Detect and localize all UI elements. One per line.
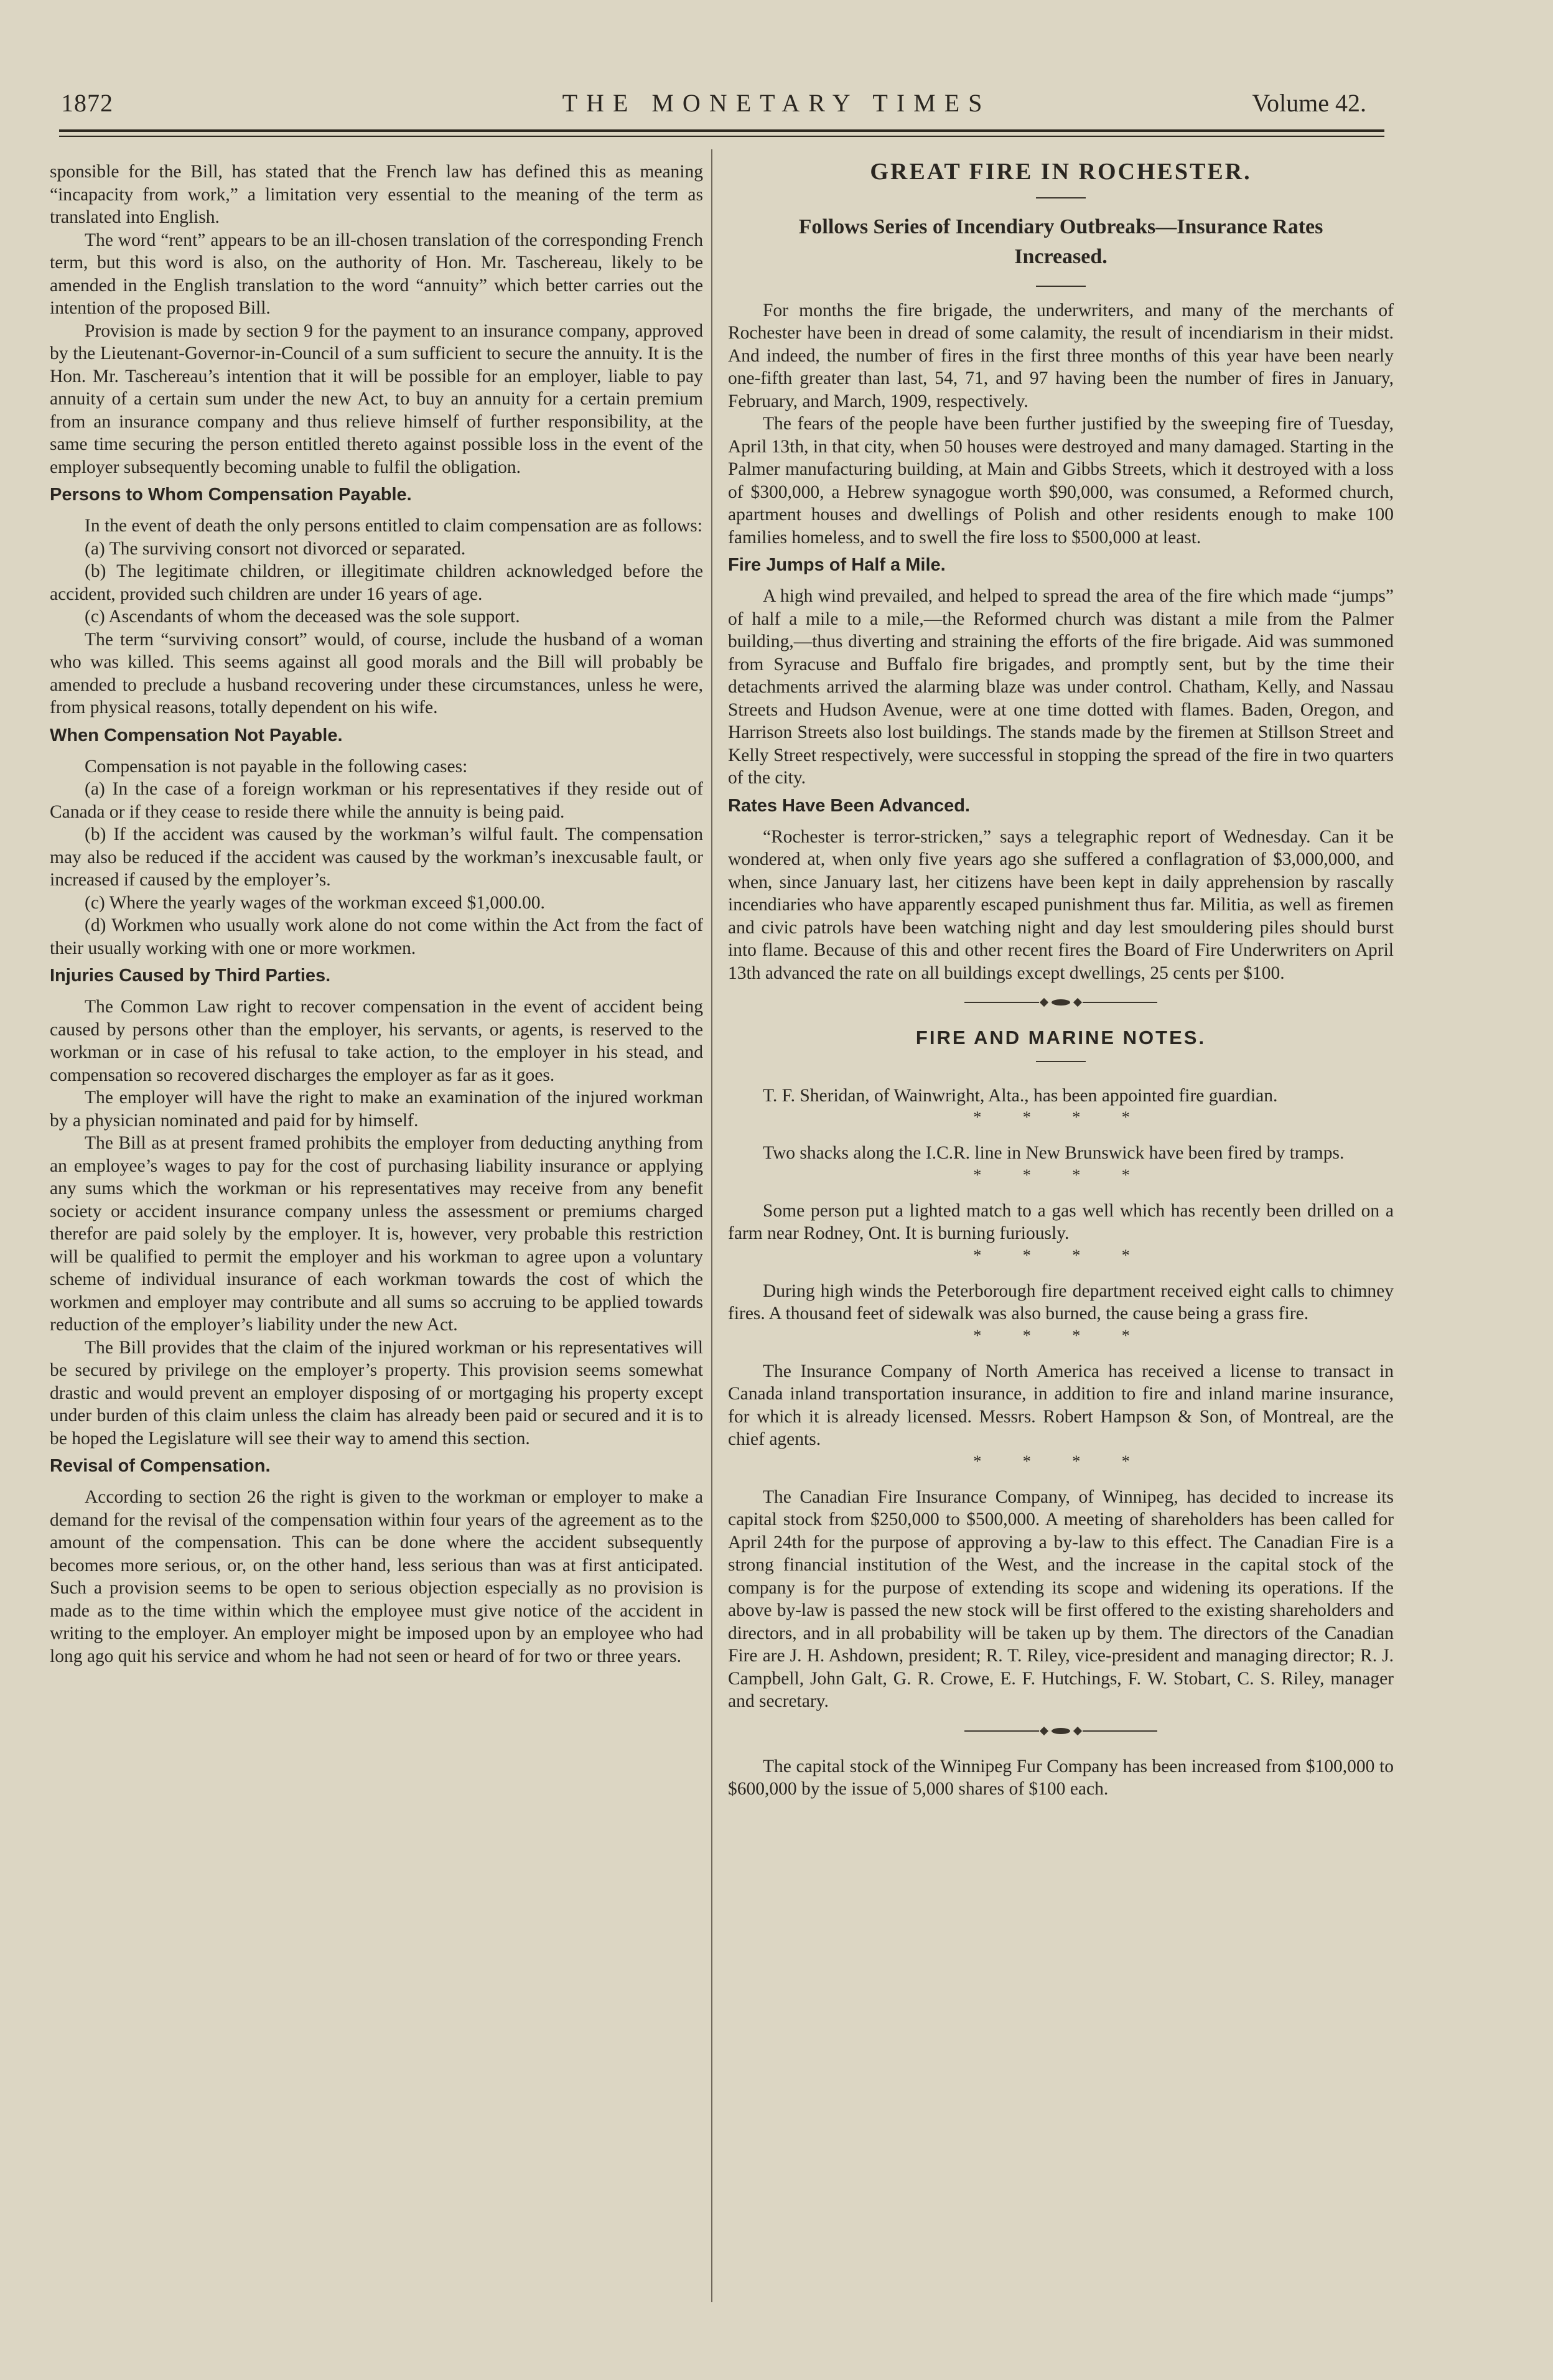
short-rule — [1036, 197, 1086, 198]
left-column — [50, 161, 703, 1668]
ornamental-divider — [728, 999, 1394, 1006]
paragraph: “Rochester is terror-stricken,” says a telegraphic report of Wednesday. Can it be wondered at, when only five years ago she suffered a conflagration of $3,000,000, and when, since January last, her citizens have been kept in daily apprehension by rascally incendiaries who have apparently escaped punishment thus far. Militia, as well as firemen and civic patrols have been watching night and day lest smouldering piles should burst into flame. Because of this and other recent fires the Board of Fire Underwriters on April 13th advanced the rate on all buildings except dwellings, 25 cents per $100. — [728, 826, 1394, 983]
section-heading-when: When Compensation Not Payable. — [50, 725, 343, 745]
paragraph: The Common Law right to recover compensation in the event of accident being caused by persons other than the employer, his servants, or agents, is reserved to the workman or in case of his refusal to take action, to the employer in his stead, and compensation so recovered discharges the employer as far as it goes. — [50, 997, 703, 1085]
right-column — [728, 161, 1394, 1801]
section-heading-jumps: Fire Jumps of Half a Mile. — [728, 555, 946, 575]
notes-title: FIRE AND MARINE NOTES. — [915, 1027, 1206, 1048]
publication-title: THE MONETARY TIMES — [562, 89, 991, 117]
paragraph: In the event of death the only persons entitled to claim compensation are as follows: — [85, 516, 702, 536]
section-heading-persons: Persons to Whom Compensation Payable. — [50, 485, 412, 505]
note-item: The Insurance Company of North America has received a license to transact in Canada inland transportation insurance, in addition to fire and inland marine insurance, for which it is already licensed. Messrs. Robert Hampson & Son, of Montreal, are the chief agents. — [728, 1361, 1394, 1449]
paragraph: sponsible for the Bill, has stated that the French law has defined this as meaning “incapacity from work,” a limitation very essential to the meaning of the term as translated into English. — [50, 162, 703, 227]
paragraph: (c) Ascendants of whom the deceased was the sole support. — [85, 607, 520, 627]
article-subtitle: Follows Series of Incendiary Outbreaks—Insurance Rates Increased. — [798, 215, 1323, 268]
section-heading-rates: Rates Have Been Advanced. — [728, 795, 970, 816]
note-item: During high winds the Peterborough fire department received eight calls to chimney fires. A thousand feet of sidewalk was also burned, the cause being a grass fire. — [728, 1281, 1394, 1323]
star-separator: * * * * — [973, 1246, 1149, 1264]
note-item: The capital stock of the Winnipeg Fur Company has been increased from $100,000 to $600,000 by the issue of 5,000 shares of $100 each. — [728, 1756, 1394, 1799]
section-heading-injuries: Injuries Caused by Third Parties. — [50, 966, 331, 986]
paragraph: The word “rent” appears to be an ill-chosen translation of the corresponding French term, but this word is also, on the authority of Hon. Mr. Taschereau, likely to be amended in the English translation to the word “annuity” which better carries out the intention of the proposed Bill. — [50, 230, 703, 318]
star-separator: * * * * — [973, 1165, 1149, 1184]
paragraph: (a) The surviving consort not divorced or separated. — [85, 538, 466, 559]
article-title: GREAT FIRE IN ROCHESTER. — [870, 159, 1252, 185]
paragraph: (c) Where the yearly wages of the workman exceed $1,000.00. — [85, 892, 545, 913]
paragraph: The Bill provides that the claim of the injured workman or his representatives will be secured by privilege on the employer’s property. This provision seems somewhat drastic and would prevent an employer disposing of or mortgaging his property except under burden of this claim unless the claim has already been paid or secured and it is to be hoped the Legislature will see their way to amend this section. — [50, 1337, 703, 1449]
header-rule-thin — [59, 136, 1384, 137]
note-item: The Canadian Fire Insurance Company, of Winnipeg, has decided to increase its capital stock from $250,000 to $500,000. A meeting of shareholders has been called for April 24th for the purpose of approving a by-law to this effect. The Canadian Fire is a strong financial institution of the West, and the increase in the capital stock of the company is for the purpose of extending its scope and widening its operations. If the above by-law is passed the new stock will be first offered to the existing shareholders and directors, and in all probability will be taken up by them. The directors of the Canadian Fire are J. H. Ashdown, president; R. T. Riley, vice-president and managing director; R. J. Campbell, John Galt, G. R. Crowe, E. F. Hutchings, F. W. Stobart, C. S. Riley, manager and secretary. — [728, 1486, 1394, 1711]
note-item: T. F. Sheridan, of Wainwright, Alta., has been appointed fire guardian. — [763, 1085, 1278, 1106]
paragraph: For months the fire brigade, the underwriters, and many of the merchants of Rochester have been in dread of some calamity, the result of incendiarism in their midst. And indeed, the number of fires in the first three months of this year have been nearly one-fifth greater than last, 54, 71, and 97 having been the number of fires in January, February, and March, 1909, respectively. — [728, 300, 1394, 411]
paragraph: (d) Workmen who usually work alone do not come within the Act from the fact of their usually working with one or more workmen. — [50, 915, 703, 958]
header-rule-thick — [59, 129, 1384, 132]
paragraph: The Bill as at present framed prohibits the employer from deducting anything from an employee’s wages to pay for the cost of purchasing liability insurance or applying any sums which the workman or his representatives may receive from any benefit society or accident insurance company unless the assessment or premiums charged therefor are paid solely by the employer. It is, however, very probable this restriction will be qualified to permit the employer and his workman to agree upon a voluntary scheme of individual insurance of each workman towards the cost of which the workmen and employer may contribute and all sums so accruing to be applied towards reduction of the employer’s liability under the new Act. — [50, 1133, 703, 1335]
paragraph: The employer will have the right to make an examination of the injured workman by a physician nominated and paid for by himself. — [50, 1088, 703, 1131]
paragraph: (a) In the case of a foreign workman or his representatives if they reside out of Canada or if they cease to reside there while the annuity is being paid. — [50, 779, 703, 822]
note-item: Two shacks along the I.C.R. line in New Brunswick have been fired by tramps. — [763, 1143, 1345, 1163]
paragraph: A high wind prevailed, and helped to spread the area of the fire which made “jumps” of half a mile to a mile,—the Reformed church was distant a mile from the Palmer building,—thus diverting and straining the efforts of the fire brigade. Aid was summoned from Syracuse and Buffalo fire brigades, and promptly sent, but by the time their detachments arrived the alarming blaze was under control. Chatham, Kelly, and Nassau Streets and Hudson Avenue, were at one time dotted with flames. Baden, Oregon, and Harrison Streets also lost buildings. The stands made by the firemen at Stillson Street and Kelly Street respectively, were successful in stopping the spread of the fire in two quarters of the city. — [728, 586, 1394, 788]
volume-number: Volume 42. — [1252, 89, 1366, 117]
page-header — [0, 88, 1553, 126]
paragraph: The fears of the people have been further justified by the sweeping fire of Tuesday, April 13th, in that city, when 50 houses were destroyed and many damaged. Starting in the Palmer manufacturing building, at Main and Gibbs Streets, which it destroyed with a loss of $300,000, a Hebrew synagogue worth $90,000, was consumed, a Reformed church, apartment houses and dwellings of Polish and other residents enough to make 100 families homeless, and to swell the fire loss to $500,000 at least. — [728, 414, 1394, 548]
paragraph: The term “surviving consort” would, of course, include the husband of a woman who was killed. This seems against all good morals and the Bill will probably be amended to preclude a husband recovering under these circumstances, unless he were, from physical reasons, totally dependent on his wife. — [50, 629, 703, 717]
paragraph: (b) If the accident was caused by the workman’s wilful fault. The compensation may also be reduced if the accident was caused by the workman’s inexcusable fault, or increased if caused by the employer’s. — [50, 824, 703, 890]
paragraph: (b) The legitimate children, or illegitimate children acknowledged before the accident, provided such children are under 16 years of age. — [50, 561, 703, 604]
page-number: 1872 — [61, 89, 113, 117]
star-separator: * * * * — [973, 1108, 1149, 1126]
paragraph: Provision is made by section 9 for the payment to an insurance company, approved by the Lieutenant-Governor-in-Council of a sum sufficient to secure the annuity. It is the Hon. Mr. Taschereau’s intention that it will be possible for an employer, liable to pay annuity of a certain sum under the new Act, to buy an annuity for a certain premium from an insurance company and thus relieve himself of further responsibility, at the same time securing the person entitled thereto against possible loss in the event of the employer subsequently becoming unable to fulfil the obligation. — [50, 320, 703, 477]
note-item: Some person put a lighted match to a gas well which has recently been drilled on a farm near Rodney, Ont. It is burning furiously. — [728, 1200, 1394, 1243]
star-separator: * * * * — [973, 1326, 1149, 1345]
ornamental-divider — [728, 1728, 1394, 1734]
section-heading-revisal: Revisal of Compensation. — [50, 1456, 271, 1476]
paragraph: Compensation is not payable in the following cases: — [85, 756, 468, 777]
column-divider — [711, 149, 712, 2302]
paragraph: According to section 26 the right is given to the workman or employer to make a demand for the revisal of the compensation within four years of the agreement as to the amount of the compensation. This can be done where the accident subsequently becomes more serious, or, on the other hand, less serious than was at first anticipated. Such a provision seems to be open to serious objection especially as no provision is made as to the time within which the employee must give notice of the accident in writing to the employer. An employer might be imposed upon by an employee who had long ago quit his service and whom he had not seen or heard of for two or three years. — [50, 1487, 703, 1666]
star-separator: * * * * — [973, 1452, 1149, 1470]
